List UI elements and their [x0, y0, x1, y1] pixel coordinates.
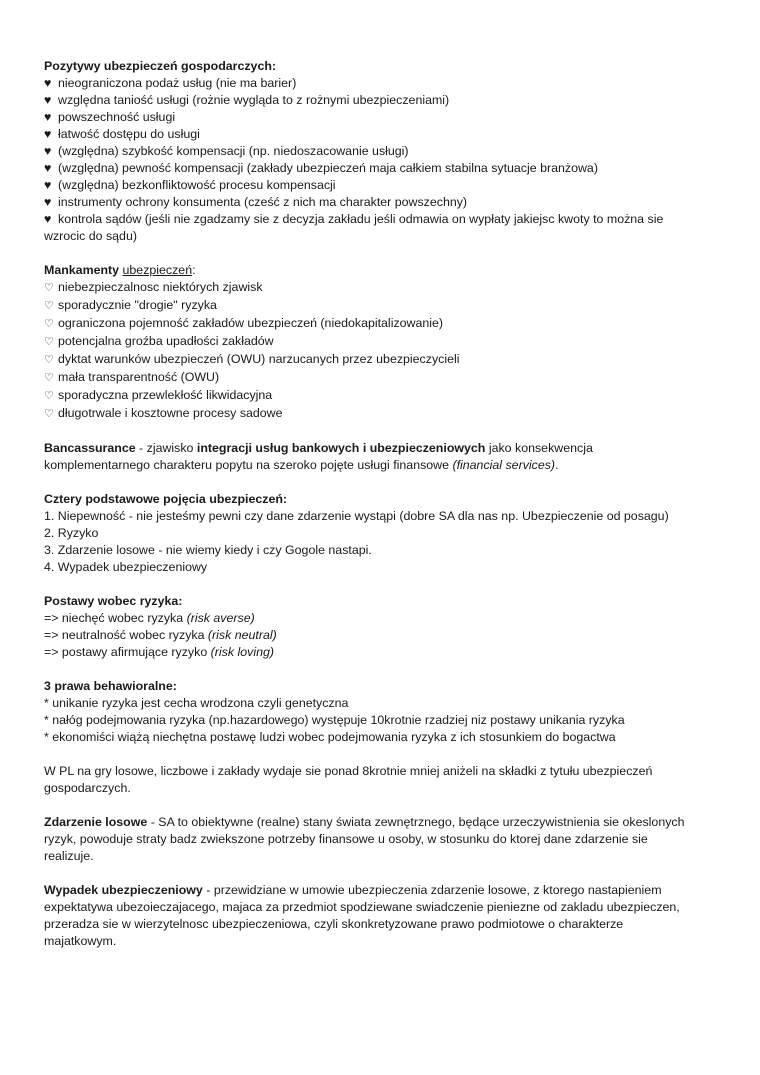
underlined-link-text: ubezpieczeń [122, 263, 193, 277]
list-item: ♥ nieograniczona podaż usług (nie ma barier) [44, 76, 297, 90]
section-mankamenty [44, 262, 724, 423]
outline-heart-icon: ♡ [44, 336, 54, 348]
list-item: ♥ względna taniość usługi (rożnie wygląda to z rożnymi ubezpieczeniami) [44, 93, 450, 107]
outline-heart-icon: ♡ [44, 300, 54, 312]
outline-heart-icon: ♡ [44, 390, 54, 402]
section-bancassurance [44, 440, 724, 474]
filled-heart-icon: ♥ [44, 144, 52, 158]
heading-postawy: Postawy wobec ryzyka: [44, 594, 183, 608]
term-wypadek-ubezpieczeniowy: Wypadek ubezpieczeniowy [44, 883, 203, 897]
paragraph-line: expektatywa ubezoieczajacego, majaca za przedmiot spodziewane swiadczenie pieniezne od zakladu ubezpieczen, [44, 900, 680, 914]
section-postawy [44, 593, 724, 661]
list-item-continuation: wzrocic do sądu) [44, 229, 137, 243]
bancassurance-line-2: komplementarnego charakteru popytu na szeroko pojęte usługi finansowe (financial services). [44, 458, 559, 472]
filled-heart-icon: ♥ [44, 127, 52, 141]
term-bancassurance: Bancassurance [44, 441, 136, 455]
list-item: * nałóg podejmowania ryzyka (np.hazardowego) występuje 10krotnie rzadziej niz postawy unikania ryzyka [44, 713, 625, 727]
list-item: ♥ (względna) bezkonfliktowość procesu kompensacji [44, 178, 336, 192]
term-zdarzenie-losowe: Zdarzenie losowe [44, 815, 148, 829]
heading-mankamenty: Mankamenty ubezpieczeń: [44, 263, 196, 277]
heading-prawa: 3 prawa behawioralne: [44, 679, 177, 693]
list-item: ♡ potencjalna groźba upadłości zakładów [44, 333, 724, 351]
document-page [44, 58, 724, 967]
list-item: 3. Zdarzenie losowe - nie wiemy kiedy i czy Gogole nastapi. [44, 543, 372, 557]
outline-heart-icon: ♡ [44, 282, 54, 294]
list-item: => niechęć wobec ryzyka (risk averse) [44, 611, 255, 625]
filled-heart-icon: ♥ [44, 76, 52, 90]
section-cztery-pojecia [44, 491, 724, 576]
list-item: 2. Ryzyko [44, 526, 99, 540]
paragraph-line: realizuje. [44, 849, 94, 863]
paragraph-line: przeradza sie w wierzytelnosc ubezpieczeniowa, czyli skonkretyzowane prawo podmiotowe o charakterze [44, 917, 624, 931]
bancassurance-line-1: Bancassurance - zjawisko integracji usług bankowych i ubezpieczeniowych jako konsekwencja [44, 441, 593, 455]
paragraph-line: gospodarczych. [44, 781, 131, 795]
list-item: 4. Wypadek ubezpieczeniowy [44, 560, 208, 574]
outline-heart-icon: ♡ [44, 354, 54, 366]
list-item: ♥ (względna) pewność kompensacji (zakłady ubezpieczeń maja całkiem stabilna sytuacje branżowa) [44, 161, 598, 175]
list-item: ♥ łatwość dostępu do usługi [44, 127, 200, 141]
paragraph-line: W PL na gry losowe, liczbowe i zakłady wydaje sie ponad 8krotnie mniej aniżeli na składki z tytułu ubezpieczeń [44, 764, 653, 778]
section-prawa [44, 678, 724, 746]
filled-heart-icon: ♥ [44, 178, 52, 192]
section-wypadek [44, 882, 724, 950]
section-gry [44, 763, 724, 797]
list-item: ♡ sporadyczna przewlekłość likwidacyjna [44, 387, 724, 405]
section-pozytywy [44, 58, 724, 245]
filled-heart-icon: ♥ [44, 110, 52, 124]
list-item: ♥ (względna) szybkość kompensacji (np. niedoszacowanie usługi) [44, 144, 409, 158]
list-item: ♡ sporadycznie "drogie" ryzyka [44, 297, 724, 315]
list-item: 1. Niepewność - nie jesteśmy pewni czy dane zdarzenie wystąpi (dobre SA dla nas np. Ubezpieczenie od posagu) [44, 509, 669, 523]
heading-pozytywy: Pozytywy ubezpieczeń gospodarczych: [44, 59, 277, 73]
list-item: ♡ niebezpieczalnosc niektórych zjawisk [44, 279, 724, 297]
outline-heart-icon: ♡ [44, 318, 54, 330]
filled-heart-icon: ♥ [44, 161, 52, 175]
list-item: ♥ instrumenty ochrony konsumenta (cześć z nich ma charakter powszechny) [44, 195, 468, 209]
heading-cztery-pojecia: Cztery podstawowe pojęcia ubezpieczeń: [44, 492, 288, 506]
paragraph-line: majatkowym. [44, 934, 117, 948]
paragraph-line: Wypadek ubezpieczeniowy - przewidziane w umowie ubezpieczenia zdarzenie losowe, z ktorego nastapieniem [44, 883, 662, 897]
filled-heart-icon: ♥ [44, 212, 52, 226]
section-zdarzenie-losowe [44, 814, 724, 865]
outline-heart-icon: ♡ [44, 372, 54, 384]
list-item: * ekonomiści wiążą niechętna postawę ludzi wobec podejmowania ryzyka z ich stosunkiem do bogactwa [44, 730, 616, 744]
filled-heart-icon: ♥ [44, 195, 52, 209]
list-item: ♡ ograniczona pojemność zakładów ubezpieczeń (niedokapitalizowanie) [44, 315, 724, 333]
list-item: ♡ długotrwale i kosztowne procesy sadowe [44, 405, 724, 423]
paragraph-line: Zdarzenie losowe - SA to obiektywne (realne) stany świata zewnętrznego, będące urzeczywistnienia sie okeslonych [44, 815, 685, 829]
list-item: ♥ powszechność usługi [44, 110, 176, 124]
list-item: => neutralność wobec ryzyka (risk neutral) [44, 628, 277, 642]
list-item: ♥ kontrola sądów (jeśli nie zgadzamy sie z decyzja zakładu jeśli odmawia on wypłaty jakiejsc kwoty to można sie [44, 212, 664, 226]
filled-heart-icon: ♥ [44, 93, 52, 107]
list-item: ♡ dyktat warunków ubezpieczeń (OWU) narzucanych przez ubezpieczycieli [44, 351, 724, 369]
list-item: * unikanie ryzyka jest cecha wrodzona czyli genetyczna [44, 696, 349, 710]
outline-heart-icon: ♡ [44, 408, 54, 420]
list-item: => postawy afirmujące ryzyko (risk loving) [44, 645, 274, 659]
list-item: ♡ mała transparentność (OWU) [44, 369, 724, 387]
paragraph-line: ryzyk, powoduje straty badz zwiekszone potrzeby finansowe u osoby, w stosunku do ktorej dane zdarzenie sie [44, 832, 648, 846]
